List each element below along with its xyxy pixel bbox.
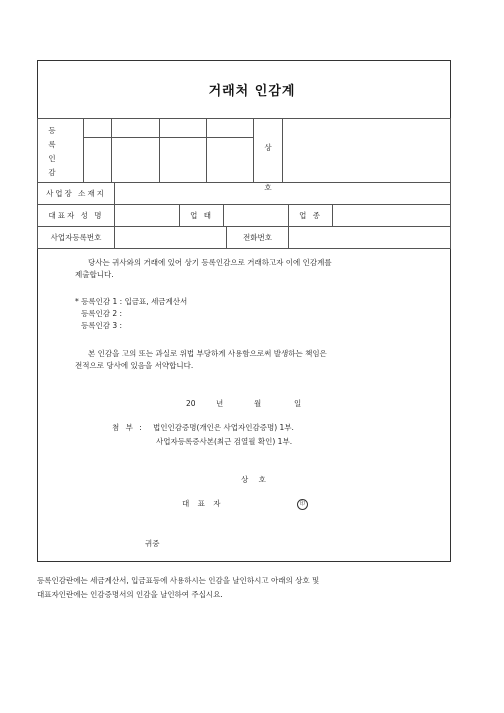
registration-number-label: 사업자등록번호 bbox=[37, 226, 115, 249]
attachment-item-2: 사업자등록증사본(최근 검열필 확인) 1부. bbox=[156, 437, 293, 446]
seal-mark-icon: 印 bbox=[297, 498, 308, 510]
seal-box-4-top[interactable] bbox=[206, 118, 254, 138]
phone-label: 전화번호 bbox=[226, 226, 289, 249]
seal-box-2-top[interactable] bbox=[111, 118, 160, 138]
seal-usage-3: 등록인감 3 : bbox=[81, 321, 123, 330]
seal-box-1[interactable] bbox=[83, 137, 112, 183]
seal-label-cell bbox=[37, 118, 84, 183]
pledge-line-1: 본 인감을 고의 또는 과실로 위법 부당하게 사용함으로써 발생하는 책임은 bbox=[88, 349, 327, 358]
business-type-field[interactable] bbox=[223, 204, 289, 227]
business-item-field[interactable] bbox=[332, 204, 451, 227]
intro-line-1: 당사는 귀사와의 거래에 있어 상기 등록인감으로 거래하고자 이에 인감계를 bbox=[88, 258, 332, 267]
document-title: 거래처 인감계 bbox=[208, 84, 296, 99]
seal-box-3-top[interactable] bbox=[159, 118, 207, 138]
seal-box-4[interactable] bbox=[206, 137, 254, 183]
attachment-item-1: 법인인감증명(개인은 사업자인감증명) 1부. bbox=[153, 423, 294, 432]
footnote-line-1: 등록인감란에는 세금계산서, 입금표등에 사용하시는 인감을 날인하시고 아래의 상호 및 bbox=[37, 576, 320, 585]
phone-field[interactable] bbox=[288, 226, 451, 249]
address-label: 사업장 소재지 bbox=[37, 182, 115, 205]
date-prefix: 20 bbox=[186, 399, 196, 408]
seal-usage-1: * 등록인감 1 : 입금표, 세금계산서 bbox=[75, 297, 188, 306]
date-year: 년 bbox=[216, 399, 224, 408]
attachment-label: 첨 부 : bbox=[112, 423, 144, 432]
address-field[interactable] bbox=[114, 182, 451, 205]
business-type-label: 업 태 bbox=[179, 204, 224, 227]
seal-box-3[interactable] bbox=[159, 137, 207, 183]
trade-name-field[interactable] bbox=[282, 118, 451, 183]
seal-box-1-top[interactable] bbox=[83, 118, 112, 138]
business-item-label: 업 종 bbox=[288, 204, 333, 227]
intro-line-2: 제출합니다. bbox=[75, 270, 114, 279]
seal-label-vertical: 등 록 인 감 bbox=[48, 126, 56, 177]
signature-representative: 대 표 자 bbox=[182, 499, 224, 508]
signature-trade-name: 상 호 bbox=[241, 475, 270, 484]
seal-box-2[interactable] bbox=[111, 137, 160, 183]
pledge-line-2: 전적으로 당사에 있음을 서약합니다. bbox=[75, 361, 194, 370]
date-month: 월 bbox=[254, 399, 262, 408]
registration-number-field[interactable] bbox=[114, 226, 227, 249]
trade-name-vertical: 상 호 bbox=[264, 143, 272, 192]
recipient-label: 귀중 bbox=[145, 539, 160, 548]
date-day: 일 bbox=[294, 399, 302, 408]
seal-usage-2: 등록인감 2 : bbox=[81, 309, 123, 318]
representative-field[interactable] bbox=[114, 204, 180, 227]
representative-label: 대표자 성 명 bbox=[37, 204, 115, 227]
footnote-line-2: 대표자인란에는 인감증명서의 인감을 날인하여 주십시요. bbox=[37, 590, 223, 599]
